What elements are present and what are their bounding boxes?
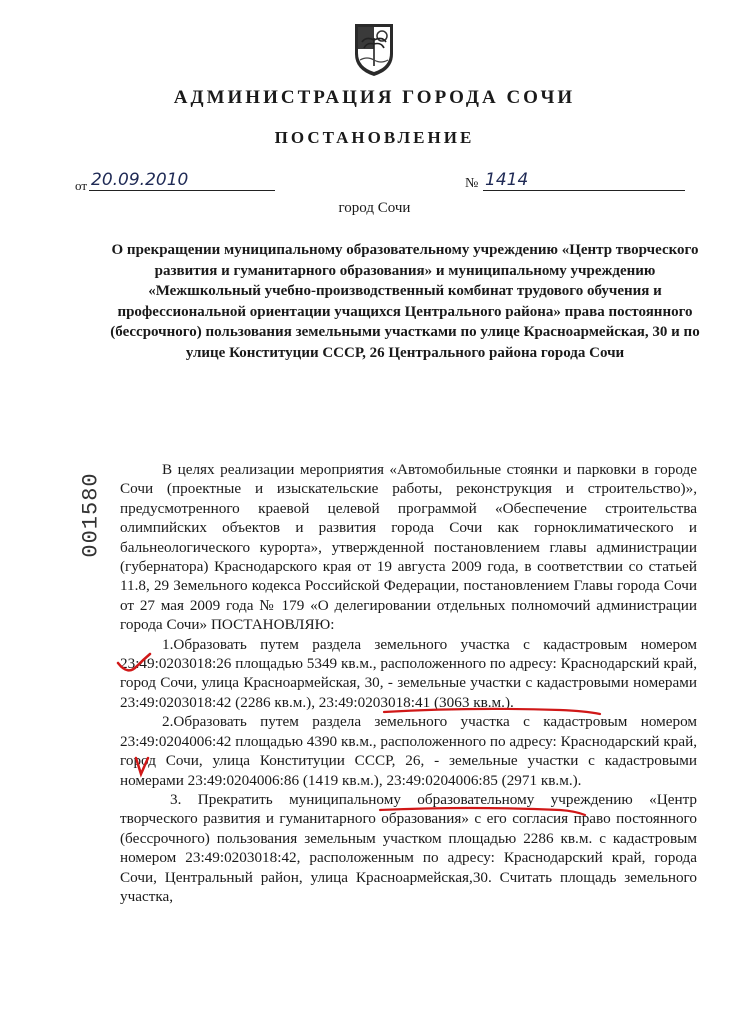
number-field — [465, 170, 685, 194]
decree-body — [120, 460, 697, 906]
decree-title: ПОСТАНОВЛЕНИЕ — [274, 128, 475, 147]
number-prefix: № — [465, 176, 479, 191]
item-1-paragraph: 1.Образовать путем раздела земельного участка с кадастровым номером 23:49:0203018:26 площадью 5349 кв.м., расположенного по адресу: Краснодарский край, город Сочи, улица Красноармейская, 30, - земельные участки с кадастровыми номерами 23:49:0203018:42 (2286 кв.м.), 23:49:0203018:41 (3063 кв.м.). — [120, 635, 697, 711]
stamp-number: 001580 — [78, 472, 104, 558]
date-prefix: от — [75, 178, 88, 193]
date-value: 20.09.2010 — [89, 170, 275, 191]
item-2-paragraph: 2.Образовать путем раздела земельного участка с кадастровым номером 23:49:0204006:42 площадью 4390 кв.м., расположенного по адресу: Краснодарский край, город Сочи, улица Конституции СССР, 26, - земельные участки с кадастровыми номерами 23:49:0204006:86 (1419 кв.м.), 23:49:0204006:85 (2971 кв.м.). — [120, 713, 697, 789]
registration-stamp — [78, 470, 104, 560]
number-value: 1414 — [483, 170, 685, 191]
administration-title: АДМИНИСТРАЦИЯ ГОРОДА СОЧИ — [173, 87, 576, 108]
preamble-paragraph: В целях реализации мероприятия «Автомобильные стоянки и парковки в городе Сочи (проектные и изыскательские работы, реконструкция и строительство)», предусмотренного краевой целевой программой «Обеспечение строительства олимпийских объектов и развития города Сочи как горноклиматического и бальнеологического курорта», утвержденной постановлением главы администрации (губернатора) Краснодарского края от 19 августа 2009 года, в соответствии со статьей 11.8, 29 Земельного кодекса Российской Федерации, постановлением Главы города Сочи от 27 мая 2009 года № 179 «О делегировании отдельных полномочий администрации города Сочи» ПОСТАНОВЛЯЮ: — [120, 461, 697, 634]
city-label: город Сочи — [338, 200, 411, 216]
date-field — [75, 170, 275, 194]
decree-subject: О прекращении муниципальному образовательному учреждению «Центр творческого развития и гуманитарного образования» и муниципальному учреждению «Межшкольный учебно-производственный комбинат трудового обучения и профессиональной ориентации учащихся Центрального района» права постоянного (бессрочного) пользования земельными участками по улице Красноармейская, 30 и по улице Конституции СССР, 26 Центрального района города Сочи — [110, 242, 700, 361]
sochi-coat-of-arms-icon — [351, 20, 397, 78]
item-3-paragraph: 3. Прекратить муниципальному образовательному учреждению «Центр творческого развития и гуманитарного образования» с его согласия право постоянного (бессрочного) пользования земельным участком площадью 2286 кв.м. с кадастровым номером 23:49:0203018:42, расположенным по адресу: Краснодарский край, города Сочи, Центральный район, улица Красноармейская,30. Считать площадь земельного участка, — [120, 790, 697, 905]
